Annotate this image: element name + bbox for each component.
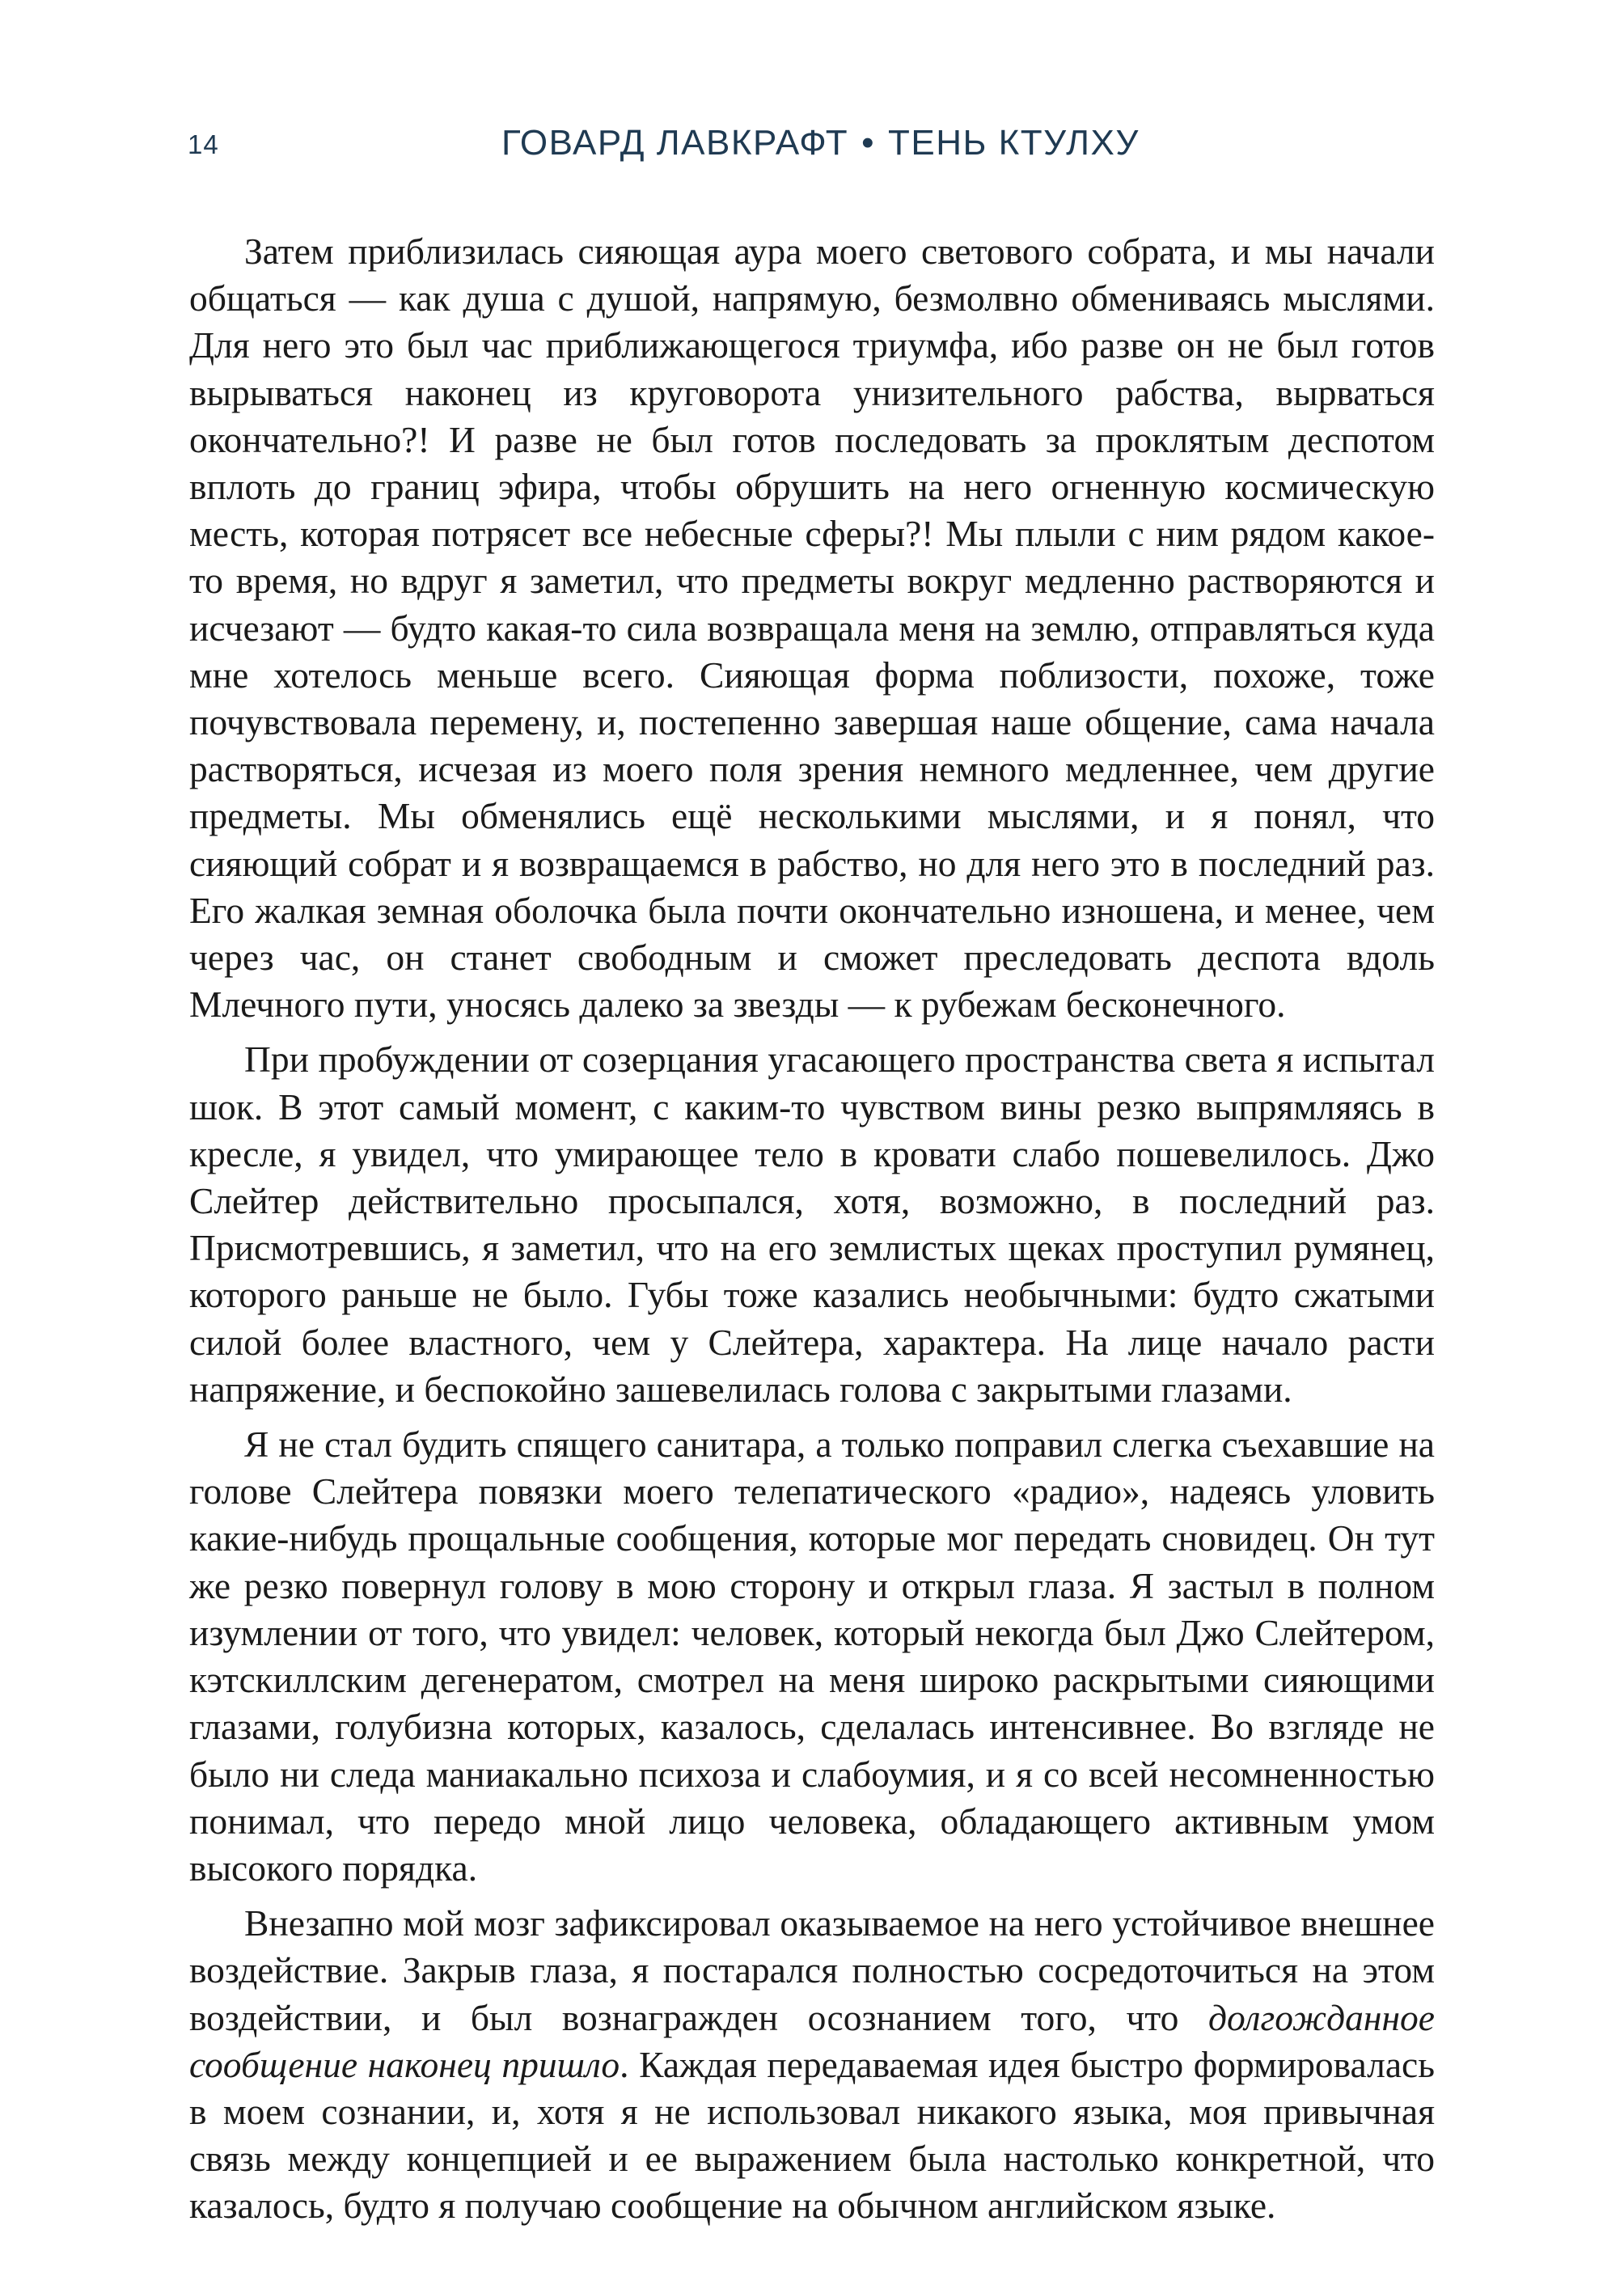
running-head-title: ТЕНЬ КТУЛХУ — [888, 123, 1140, 163]
paragraph-4-italic-phrase: долгожданное сообщение наконец пришло — [189, 1996, 1435, 2085]
running-head — [501, 123, 1148, 163]
paragraph-4 — [189, 1900, 1435, 2229]
paragraph-1: Затем приблизилась сияющая аура моего светового собрата, и мы начали общаться — как душа с душой, напрямую, безмолвно обмениваясь мыслями. Для него это был час приближающегося триумфа, ибо разве он не был готов вырываться наконец из круговорота унизительного рабства, вырваться окончательно?! И разве не был готов последовать за проклятым деспотом вплоть до границ эфира, чтобы обрушить на него огненную космическую месть, которая потрясет все небесные сферы?! Мы плыли с ним рядом какое-то время, но вдруг я заметил, что предметы вокруг медленно растворяются и исчезают — будто какая-то сила возвращала меня на землю, отправляться куда мне хотелось меньше всего. Сияющая форма поблизости, похоже, тоже почувствовала перемену, и, постепенно завершая наше общение, сама начала растворяться, исчезая из моего поля зрения немного медленнее, чем другие предметы. Мы обменялись ещё несколькими мыслями, и я понял, что сияющий собрат и я возвращаемся в рабство, но для него это в последний раз. Его жалкая земная оболочка была почти окончательно изношена, и менее, чем через час, он станет свободным и сможет преследовать деспота вдоль Млечного пути, уносясь далеко за звезды — к рубежам бесконечного. — [189, 231, 1435, 1026]
paragraph-2: При пробуждении от созерцания угасающего пространства света я испытал шок. В этот самый момент, с каким-то чувством вины резко выпрямляясь в кресле, я увидел, что умирающее тело в кровати слабо пошевелилось. Джо Слейтер действительно просыпался, хотя, возможно, в последний раз. Присмотревшись, я заметил, что на его землистых щеках проступил румянец, которого раньше не было. Губы тоже казались необычными: будто сжатыми силой более властного, чем у Слейтера, характера. На лице начало расти напряжение, и беспокойно зашевелилась голова с закрытыми глазами. — [189, 1039, 1435, 1410]
paragraph-3: Я не стал будить спящего санитара, а только поправил слегка съехавшие на голове Слейтера повязки моего телепатического «радио», надеясь уловить какие-нибудь прощальные сообщения, которые мог передать сновидец. Он тут же резко повернул голову в мою сторону и открыл глаза. Я застыл в полном изумлении от того, что увидел: человек, который некогда был Джо Слейтером, кэтскиллским дегенератом, смотрел на меня широко раскрытыми сияющими глазами, голубизна которых, казалось, сделалась интенсивнее. Во взгляде не было ни следа маниакально психоза и слабоумия, и я со всей несомненностью понимал, что передо мной лицо человека, обладающего активным умом высокого порядка. — [189, 1424, 1435, 1889]
paragraph-4-text-after: . Каждая передаваемая идея быстро формировалась в моем сознании, и, хотя я не использовал никакого языка, моя привычная связь между концепцией и ее выражением была настолько конкретной, что казалось, будто я получаю сообщение на обычном английском языке. — [189, 2043, 1435, 2227]
running-head-author: ГОВАРД ЛАВКРАФТ — [501, 123, 849, 163]
page-number: 14 — [188, 129, 219, 159]
running-head-separator: • — [861, 123, 875, 163]
paragraph-4-text-before: Внезапно мой мозг зафиксировал оказываемое на него устойчивое внешнее воздействие. Закрыв глаза, я постарался полностью сосредоточиться на этом воздействии, и был вознагражден осознанием того, что — [189, 1902, 1435, 2038]
body-text — [189, 228, 1435, 2230]
